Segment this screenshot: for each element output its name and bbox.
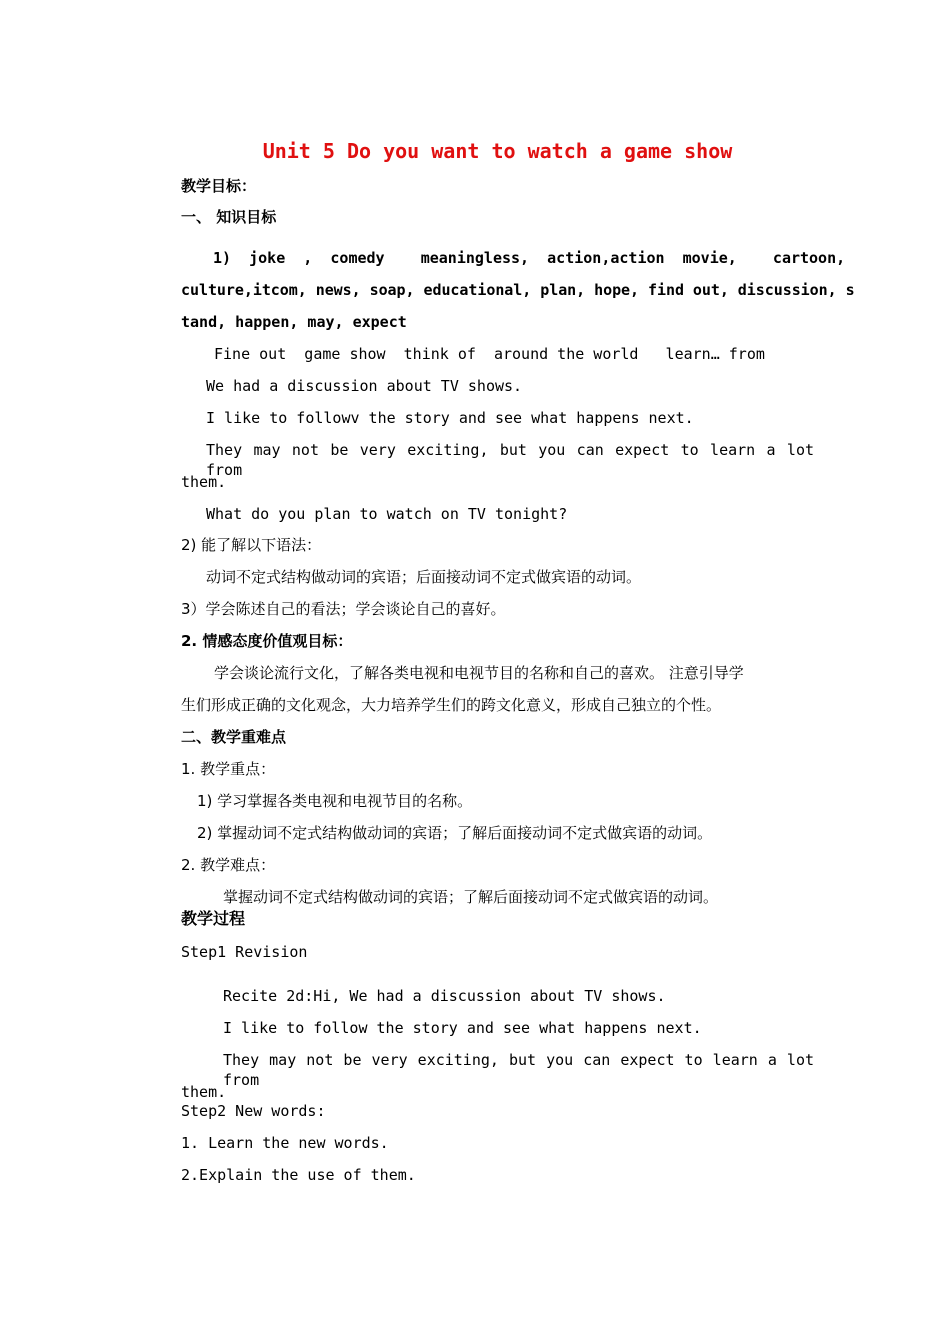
step2-heading: Step2 New words: xyxy=(181,1102,326,1120)
sentence-3a: They may not be very exciting, but you can expect to learn a lot from xyxy=(206,441,814,479)
vocab-line-3: tand, happen, may, expect xyxy=(181,313,407,331)
focus-heading: 1. 教学重点： xyxy=(181,760,276,778)
skill-line: 3）学会陈述自己的看法；学会谈论自己的喜好。 xyxy=(181,600,506,618)
sentence-1: We had a discussion about TV shows. xyxy=(206,377,523,395)
difficulty-text: 掌握动词不定式结构做动词的宾语；了解后面接动词不定式做宾语的动词。 xyxy=(223,888,719,906)
vocab-line-2: culture,itcom, news, soap, educational, plan, hope, find out, discussion, s xyxy=(181,281,855,299)
emotion-line-2: 生们形成正确的文化观念，大力培养学生们的跨文化意义，形成自己独立的个性。 xyxy=(181,696,722,714)
focus-item-2: 2) 掌握动词不定式结构做动词的宾语；了解后面接动词不定式做宾语的动词。 xyxy=(197,824,713,842)
sentence-4: What do you plan to watch on TV tonight? xyxy=(206,505,568,523)
knowledge-heading: 一、 知识目标 xyxy=(181,208,277,226)
step2-item-2: 2.Explain the use of them. xyxy=(181,1166,416,1184)
recite-line-2: I like to follow the story and see what happens next. xyxy=(223,1019,702,1037)
recite-line-3b: them. xyxy=(181,1083,227,1101)
objectives-heading: 教学目标： xyxy=(181,177,257,195)
process-heading: 教学过程 xyxy=(181,909,246,928)
keypoints-heading: 二、教学重难点 xyxy=(181,728,287,746)
document-title: Unit 5 Do you want to watch a game show xyxy=(262,139,733,163)
grammar-text: 动词不定式结构做动词的宾语；后面接动词不定式做宾语的动词。 xyxy=(206,568,642,586)
emotion-line-1: 学会谈论流行文化，了解各类电视和电视节目的名称和自己的喜欢。 注意引导学 xyxy=(214,664,744,682)
sentence-3b: them. xyxy=(181,473,227,491)
recite-line-3a: They may not be very exciting, but you can expect to learn a lot from xyxy=(223,1051,814,1089)
difficulty-heading: 2. 教学难点： xyxy=(181,856,276,874)
sentence-2: I like to followv the story and see what happens next. xyxy=(206,409,694,427)
grammar-heading: 2) 能了解以下语法： xyxy=(181,536,322,554)
recite-line-1: Recite 2d:Hi, We had a discussion about TV shows. xyxy=(223,987,666,1005)
phrases-line: Fine out game show think of around the world learn… from xyxy=(214,345,765,363)
step1-heading: Step1 Revision xyxy=(181,943,308,961)
step2-item-1: 1. Learn the new words. xyxy=(181,1134,389,1152)
vocab-line-1: 1) joke , comedy meaningless, action,action movie, cartoon, xyxy=(213,249,846,267)
focus-item-1: 1) 学习掌握各类电视和电视节目的名称。 xyxy=(197,792,473,810)
emotion-heading: 2. 情感态度价值观目标： xyxy=(181,632,353,650)
